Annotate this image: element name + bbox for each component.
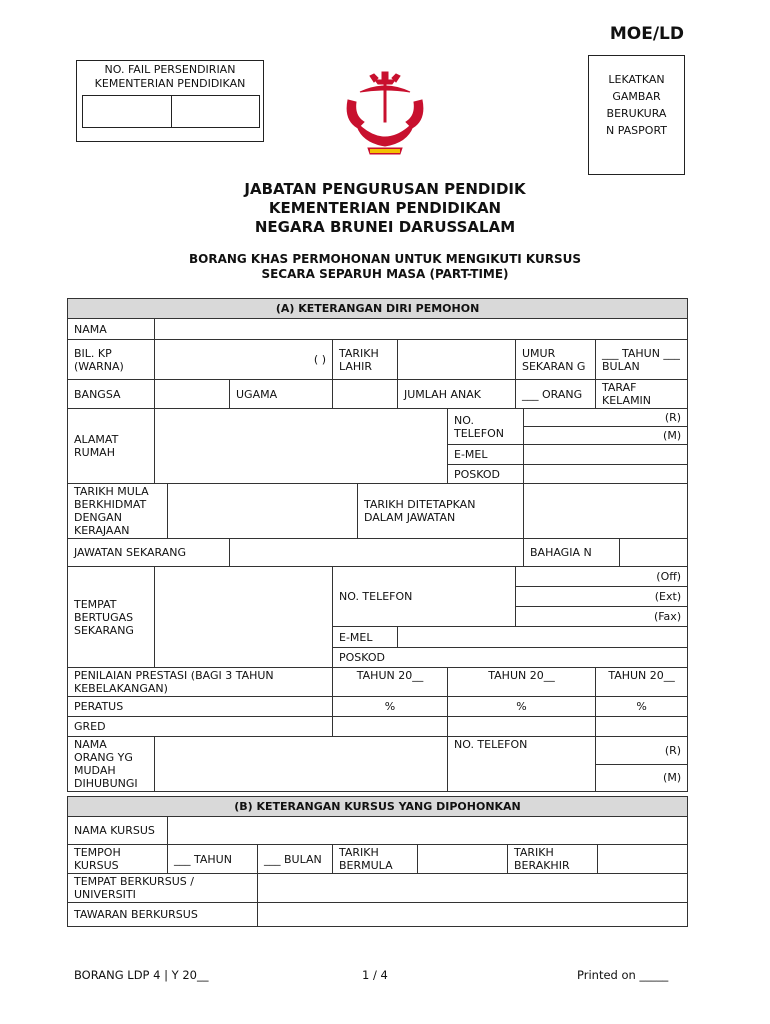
tahun-2-label[interactable]: TAHUN 20__ [448, 668, 596, 697]
gred-1-field[interactable] [333, 717, 448, 737]
tempat-bertugas-label: TEMPAT BERTUGAS SEKARANG [68, 567, 155, 668]
tawaran-berkursus-label: TAWARAN BERKURSUS [68, 903, 258, 927]
ugama-label: UGAMA [230, 380, 333, 409]
section-b-title: (B) KETERANGAN KURSUS YANG DIPOHONKAN [68, 797, 688, 817]
gred-2-field[interactable] [448, 717, 596, 737]
telefon-fax-field[interactable]: (Fax) [516, 607, 688, 627]
poskod-pejabat-label: POSKOD [333, 648, 688, 668]
tempoh-bulan-field[interactable]: ___ BULAN [258, 845, 333, 874]
title-line-1: JABATAN PENGURUSAN PENDIDIK [244, 180, 526, 198]
telefon-ext-field[interactable]: (Ext) [516, 587, 688, 607]
tempoh-tahun-field[interactable]: ___ TAHUN [168, 845, 258, 874]
jumlah-anak-field[interactable]: ___ ORANG [516, 380, 596, 409]
nama-field[interactable] [155, 319, 688, 340]
telefon-orang-m-field[interactable]: (M) [596, 764, 688, 792]
subtitle-line-1: BORANG KHAS PERMOHONAN UNTUK MENGIKUTI KURSUS [188, 252, 581, 266]
nama-orang-label: NAMA ORANG YG MUDAH DIHUBUNGI [68, 737, 155, 792]
form-code: MOE/LD [609, 24, 684, 44]
tarikh-berakhir-label: TARIKH BERAKHIR [508, 845, 598, 874]
file-number-input[interactable] [82, 95, 260, 128]
telefon-pejabat-label: NO. TELEFON [333, 567, 516, 627]
passport-photo-box[interactable] [588, 55, 685, 175]
nama-orang-field[interactable] [155, 737, 448, 792]
tahun-3-label[interactable]: TAHUN 20__ [596, 668, 688, 697]
section-b-table [67, 796, 688, 927]
bil-kp-label: BIL. KP (WARNA) [68, 340, 155, 380]
tarikh-mula-label: TARIKH MULA BERKHIDMAT DENGAN KERAJAAN [68, 484, 168, 539]
email-field[interactable] [524, 445, 688, 465]
footer-printed-on: Printed on _____ [577, 968, 669, 982]
telefon-off-field[interactable]: (Off) [516, 567, 688, 587]
gred-3-field[interactable] [596, 717, 688, 737]
email-label: E-MEL [448, 445, 524, 465]
title-line-2: KEMENTERIAN PENDIDIKAN [268, 199, 502, 217]
umur-field[interactable]: ___ TAHUN ___ BULAN [596, 340, 688, 380]
tarikh-berakhir-field[interactable] [598, 845, 688, 874]
telefon-r-field[interactable]: (R) [524, 409, 688, 427]
tempat-berkursus-label: TEMPAT BERKURSUS / UNIVERSITI [68, 874, 258, 903]
footer-form-ref: BORANG LDP 4 | Y 20__ [74, 968, 209, 982]
peratus-2-field[interactable]: % [448, 697, 596, 717]
tempat-berkursus-field[interactable] [258, 874, 688, 903]
tawaran-berkursus-field[interactable] [258, 903, 688, 927]
bil-kp-field[interactable] [155, 340, 333, 380]
telefon-m-field[interactable]: (M) [524, 427, 688, 445]
tarikh-bermula-field[interactable] [418, 845, 508, 874]
tempat-bertugas-field[interactable] [155, 567, 333, 668]
tempoh-kursus-label: TEMPOH KURSUS [68, 845, 168, 874]
section-a-title: (A) KETERANGAN DIRI PEMOHON [68, 299, 688, 319]
peratus-label: PERATUS [68, 697, 333, 717]
photo-line-2: GAMBAR [612, 90, 661, 103]
section-a-table [67, 298, 688, 792]
ugama-field[interactable] [333, 380, 398, 409]
tahun-1-label[interactable]: TAHUN 20__ [333, 668, 448, 697]
bahagian-label: BAHAGIA N [524, 539, 620, 567]
tarikh-lahir-label: TARIKH LAHIR [333, 340, 398, 380]
brunei-crest-icon [330, 62, 440, 162]
penilaian-label: PENILAIAN PRESTASI (BAGI 3 TAHUN KEBELAKANGAN) [68, 668, 333, 697]
file-number-box [76, 60, 264, 142]
telefon-orang-label: NO. TELEFON [448, 737, 596, 792]
bangsa-field[interactable] [155, 380, 230, 409]
gred-label: GRED [68, 717, 333, 737]
peratus-3-field[interactable]: % [596, 697, 688, 717]
tarikh-mula-field[interactable] [168, 484, 358, 539]
kp-color-paren: ( ) [313, 353, 326, 366]
nama-kursus-label: NAMA KURSUS [68, 817, 168, 845]
umur-label: UMUR SEKARAN G [516, 340, 596, 380]
email-pejabat-field[interactable] [398, 627, 688, 648]
file-number-label-2: KEMENTERIAN PENDIDIKAN [94, 77, 246, 90]
file-number-label-1: NO. FAIL PERSENDIRIAN [104, 63, 236, 76]
footer-page-number: 1 / 4 [362, 968, 388, 982]
tarikh-ditetapkan-label: TARIKH DITETAPKAN DALAM JAWATAN [358, 484, 524, 539]
subtitle-line-2: SECARA SEPARUH MASA (PART-TIME) [261, 267, 509, 281]
peratus-1-field[interactable]: % [333, 697, 448, 717]
alamat-rumah-label: ALAMAT RUMAH [68, 409, 155, 484]
telefon-label: NO. TELEFON [448, 409, 524, 445]
tarikh-lahir-field[interactable] [398, 340, 516, 380]
nama-kursus-field[interactable] [168, 817, 688, 845]
jawatan-sekarang-label: JAWATAN SEKARANG [68, 539, 230, 567]
photo-line-1: LEKATKAN [608, 73, 665, 86]
poskod-label: POSKOD [448, 465, 524, 484]
title-line-3: NEGARA BRUNEI DARUSSALAM [254, 218, 516, 236]
telefon-orang-r-field[interactable]: (R) [596, 737, 688, 765]
alamat-rumah-field[interactable] [155, 409, 448, 484]
email-pejabat-label: E-MEL [333, 627, 398, 648]
nama-label: NAMA [68, 319, 155, 340]
jawatan-sekarang-field[interactable] [230, 539, 524, 567]
tarikh-bermula-label: TARIKH BERMULA [333, 845, 418, 874]
taraf-kelamin-label: TARAF KELAMIN [596, 380, 688, 409]
poskod-field[interactable] [524, 465, 688, 484]
bangsa-label: BANGSA [68, 380, 155, 409]
jumlah-anak-label: JUMLAH ANAK [398, 380, 516, 409]
photo-line-4: N PASPORT [605, 124, 667, 137]
bahagian-field[interactable] [620, 539, 688, 567]
tarikh-ditetapkan-field[interactable] [524, 484, 688, 539]
photo-line-3: BERUKURA [606, 107, 667, 120]
